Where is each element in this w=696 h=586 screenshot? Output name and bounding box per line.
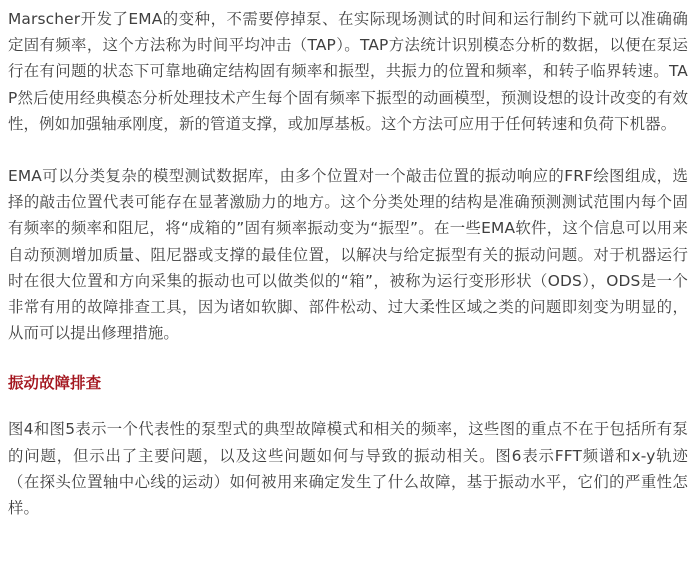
section-spacer-bottom [8,396,688,416]
section-spacer-top [8,346,688,370]
paragraph-fault-modes: 图4和图5表示一个代表性的泵型式的典型故障模式和相关的频率，这些图的重点不在于包括所有泵的问题，但示出了主要问题，以及这些问题如何与导致的振动相关。图6表示FFT频谱和x-y轨迹（在探头位置轴中心线的运动）如何被用来确定发生了什么故障，基于振动水平，它们的严重性怎样。 [8,420,688,518]
paragraph-tap-method: Marscher开发了EMA的变种，不需要停掉泵、在实际现场测试的时间和运行制约下就可以准确确定固有频率，这个方法称为时间平均冲击（TAP）。TAP方法统计识别模态分析的数据，以便在泵运行在有问题的状态下可靠地确定结构固有频率和振型，共振力的位置和频率，和转子临界转速。TAP然后使用经典模态分析处理技术产生每个固有频率下振型的动画模型，预测设想的设计改变的有效性，例如加强轴承刚度，新的管道支撑，或加厚基板。这个方法可应用于任何转速和负荷下机器。 [8,10,688,133]
paragraph-ema-classification: EMA可以分类复杂的模型测试数据库，由多个位置对一个敲击位置的振动响应的FRF绘图组成，选择的敲击位置代表可能存在显著激励力的地方。这个分类处理的结构是准确预测测试范围内每个固有频率的频率和阻尼，将“成箱的”固有频率振动变为“振型”。在一些EMA软件，这个信息可以用来自动预测增加质量、阻尼器或支撑的最佳位置，以解决与给定振型有关的振动问题。对于机器运行时在很大位置和方向采集的振动也可以做类似的“箱”，被称为运行变形形状（ODS），ODS是一个非常有用的故障排查工具，因为诸如软脚、部件松动、过大柔性区域之类的问题即刻变为明显的，从而可以提出修理措施。 [8,167,688,343]
section-heading-troubleshooting: 振动故障排查 [8,374,102,393]
paragraph-spacer [8,137,688,163]
